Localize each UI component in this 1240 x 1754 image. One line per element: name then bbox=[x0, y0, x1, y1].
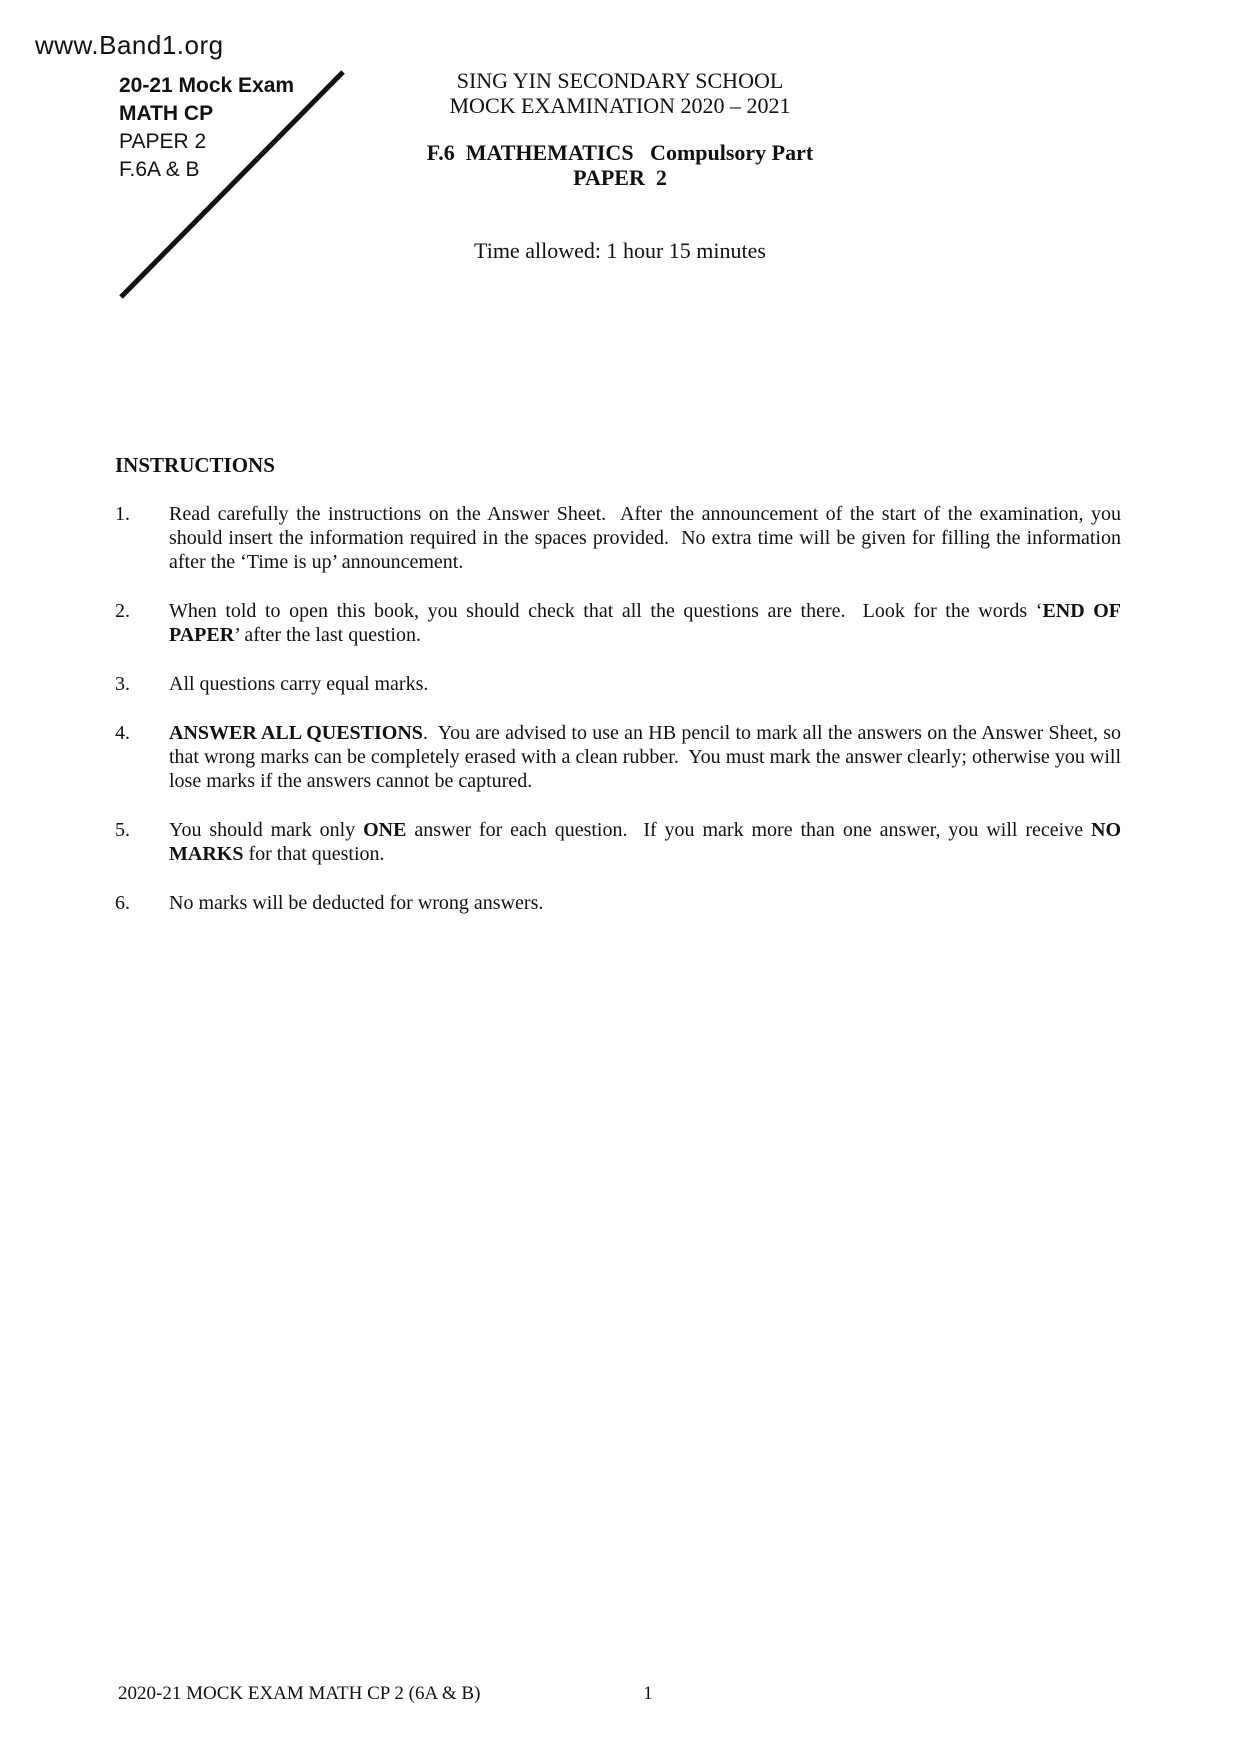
item-text: ANSWER ALL QUESTIONS. You are advised to use an HB pencil to mark all the answers on the Answer Sheet, so that wrong marks can be completely erased with a clean rubber. You must mark the answer clearly; otherwise you will lose marks if the answers cannot be captured. bbox=[169, 722, 1122, 792]
item-number: 3. bbox=[115, 673, 130, 695]
corner-exam-label: 20-21 Mock Exam bbox=[119, 74, 295, 97]
item-text: When told to open this book, you should check that all the questions are there. Look for the words ‘END OF PAPER’ after the last question. bbox=[169, 600, 1122, 646]
item-text: No marks will be deducted for wrong answers. bbox=[169, 892, 544, 914]
item-number: 5. bbox=[115, 819, 130, 841]
school-name: SING YIN SECONDARY SCHOOL bbox=[456, 68, 784, 93]
subject-title: F.6 MATHEMATICS Compulsory Part bbox=[426, 140, 814, 165]
corner-subject-label: MATH CP bbox=[119, 102, 214, 125]
paper-title: PAPER 2 bbox=[573, 165, 667, 190]
item-text: Read carefully the instructions on the Answer Sheet. After the announcement of the start of the examination, you should insert the information required in the spaces provided. No extra time will be given for filling the information after the ‘Time is up’ announcement. bbox=[169, 503, 1121, 573]
item-number: 2. bbox=[115, 600, 130, 622]
corner-paper-label: PAPER 2 bbox=[119, 130, 207, 153]
footer-page-number: 1 bbox=[643, 1683, 653, 1704]
time-allowed-text: Time allowed: 1 hour 15 minutes bbox=[474, 238, 766, 263]
item-text: All questions carry equal marks. bbox=[169, 673, 429, 695]
corner-class-label: F.6A & B bbox=[119, 158, 200, 181]
instructions-list bbox=[115, 502, 1121, 940]
instruction-item bbox=[115, 818, 1121, 866]
watermark-text: www.Band1.org bbox=[35, 30, 224, 60]
instruction-item bbox=[115, 891, 1121, 915]
footer-document-id: 2020-21 MOCK EXAM MATH CP 2 (6A & B) bbox=[118, 1683, 481, 1704]
instruction-item bbox=[115, 502, 1121, 574]
instruction-item bbox=[115, 721, 1121, 793]
item-text: You should mark only ONE answer for each question. If you mark more than one answer, you will receive NO MARKS for that question. bbox=[169, 819, 1121, 865]
instruction-item bbox=[115, 599, 1121, 647]
exam-title: MOCK EXAMINATION 2020 – 2021 bbox=[449, 93, 791, 118]
item-number: 6. bbox=[115, 892, 130, 914]
instructions-heading: INSTRUCTIONS bbox=[115, 453, 275, 477]
item-number: 1. bbox=[115, 503, 130, 525]
instruction-item bbox=[115, 672, 1121, 696]
item-number: 4. bbox=[115, 722, 130, 744]
